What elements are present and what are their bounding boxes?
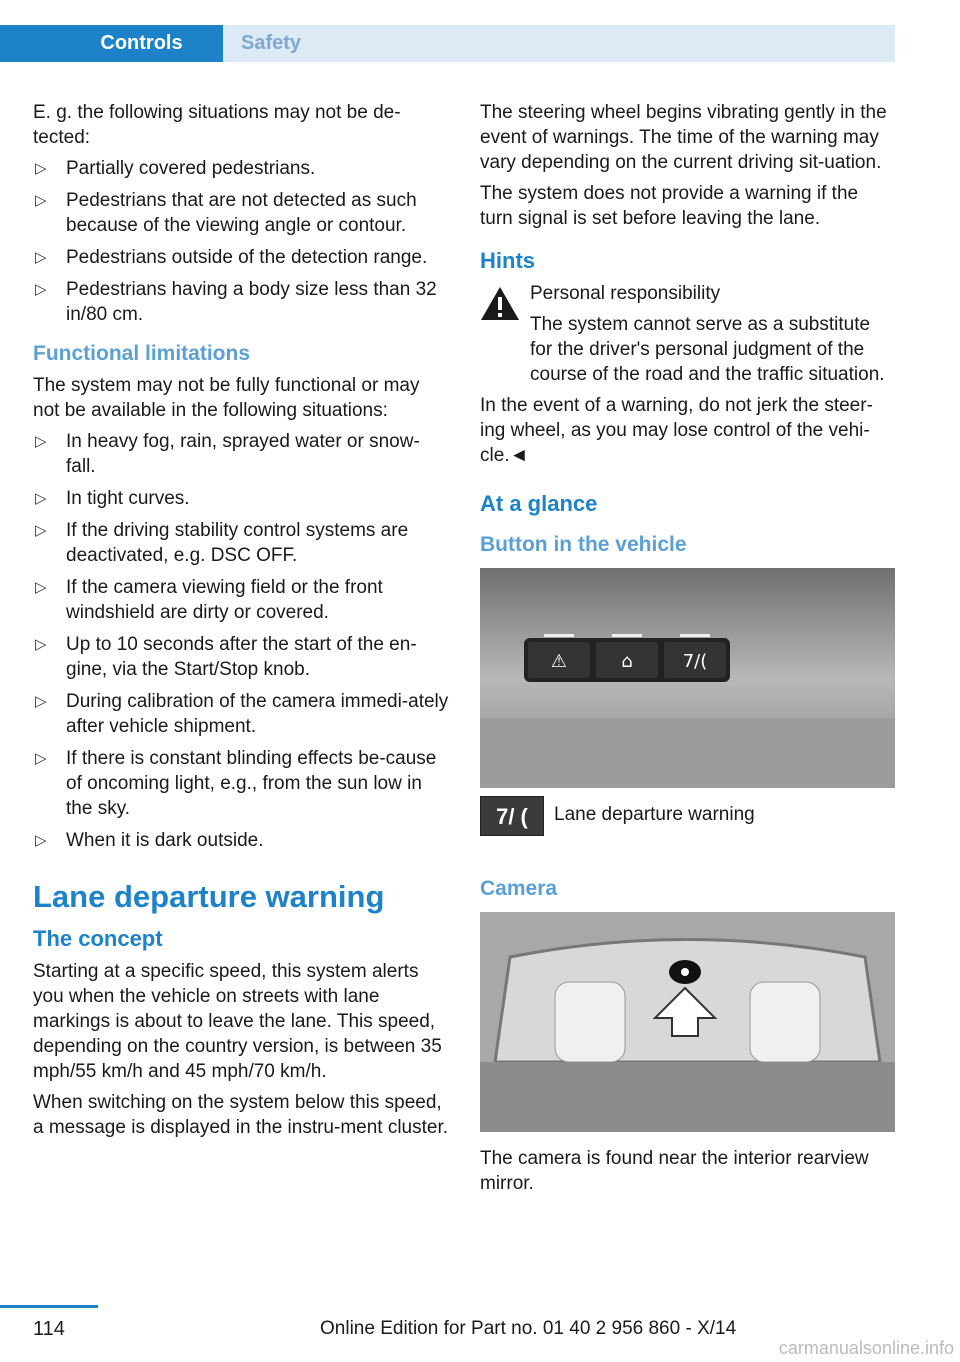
list-item: ▷ During calibration of the camera immedi-ately after vehicle shipment. bbox=[35, 691, 449, 737]
tab-controls[interactable]: Controls bbox=[0, 25, 223, 62]
functional-limitations-heading: Functional limitations bbox=[33, 342, 251, 365]
list-item: ▷ When it is dark outside. bbox=[35, 830, 264, 851]
right-column bbox=[480, 100, 896, 1202]
watermark: carmanualsonline.info bbox=[778, 1338, 954, 1358]
lane-departure-row bbox=[480, 802, 896, 846]
hint-block bbox=[480, 281, 896, 387]
concept-heading: The concept bbox=[33, 926, 163, 951]
pedestrian-list bbox=[33, 156, 449, 327]
left-column bbox=[33, 100, 449, 1146]
functional-limitations-text: The system may not be fully functional or may not be available in the following situations: bbox=[33, 375, 420, 421]
hint-text2: In the event of a warning, do not jerk the steer-ing wheel, as you may lose control of the vehi-cle.◄ bbox=[480, 395, 873, 466]
turn-signal-text: The system does not provide a warning if the turn signal is set before leaving the lane. bbox=[480, 183, 859, 229]
list-item: ▷ Pedestrians outside of the detection range. bbox=[35, 247, 428, 268]
concept-text: Starting at a specific speed, this system alerts you when the vehicle on streets with lane markings is about to leave the lane. This speed, depending on the country version, is between 35 mph/55 km/h and 45 mph/70 km/h. bbox=[33, 961, 442, 1082]
edition-text: Online Edition for Part no. 01 40 2 956 860 - X/14 bbox=[320, 1318, 737, 1339]
list-item: ▷ If the driving stability control systems are deactivated, e.g. DSC OFF. bbox=[35, 520, 409, 566]
lane-departure-label: Lane departure warning bbox=[554, 804, 755, 825]
svg-text:⌂: ⌂ bbox=[621, 651, 633, 672]
tab-safety[interactable]: Safety bbox=[223, 25, 895, 62]
hints-heading: Hints bbox=[480, 248, 535, 273]
warning-triangle-icon bbox=[480, 285, 520, 321]
button-photo bbox=[480, 568, 895, 788]
vibrate-text: The steering wheel begins vibrating gently in the event of warnings. The time of the warning may vary depending on the current driving sit-uation. bbox=[480, 102, 887, 173]
lane-departure-icon: 7/ ( bbox=[480, 796, 544, 836]
list-item: ▷ Pedestrians that are not detected as such because of the viewing angle or contour. bbox=[35, 190, 417, 236]
list-item: ▷ If the camera viewing field or the front windshield are dirty or covered. bbox=[35, 577, 383, 623]
glance-heading: At a glance bbox=[480, 491, 598, 516]
camera-text: The camera is found near the interior rearview mirror. bbox=[480, 1148, 869, 1194]
list-item: ▷ Partially covered pedestrians. bbox=[35, 158, 316, 179]
page-number: 114 bbox=[33, 1318, 65, 1340]
switch-text: When switching on the system below this speed, a message is displayed in the instru-ment cluster. bbox=[33, 1092, 449, 1138]
footer-line bbox=[0, 1305, 98, 1308]
svg-text:7/(: 7/( bbox=[682, 651, 708, 672]
list-item: ▷ If there is constant blinding effects be-cause of oncoming light, e.g., from the sun low in the sky. bbox=[35, 748, 437, 819]
hint-text-lead: The system cannot serve as a substitute for the driver's personal judgment of the course of the road and the traffic situation. bbox=[530, 314, 885, 385]
button-heading: Button in the vehicle bbox=[480, 533, 687, 556]
svg-text:⚠: ⚠ bbox=[550, 651, 568, 672]
intro-text: E. g. the following situations may not be de-tected: bbox=[33, 102, 401, 148]
list-item: ▷ Up to 10 seconds after the start of the en-gine, via the Start/Stop knob. bbox=[35, 634, 417, 680]
limitations-list bbox=[33, 429, 449, 853]
list-item: ▷ In tight curves. bbox=[35, 488, 190, 509]
list-item: ▷ Pedestrians having a body size less than 32 in/80 cm. bbox=[35, 279, 437, 325]
hint-title: Personal responsibility bbox=[530, 283, 721, 304]
section-title: Lane departure warning bbox=[33, 879, 385, 914]
camera-heading: Camera bbox=[480, 877, 558, 900]
camera-photo bbox=[480, 912, 895, 1132]
list-item: ▷ In heavy fog, rain, sprayed water or snow-fall. bbox=[35, 431, 420, 477]
header-bar bbox=[0, 0, 895, 62]
